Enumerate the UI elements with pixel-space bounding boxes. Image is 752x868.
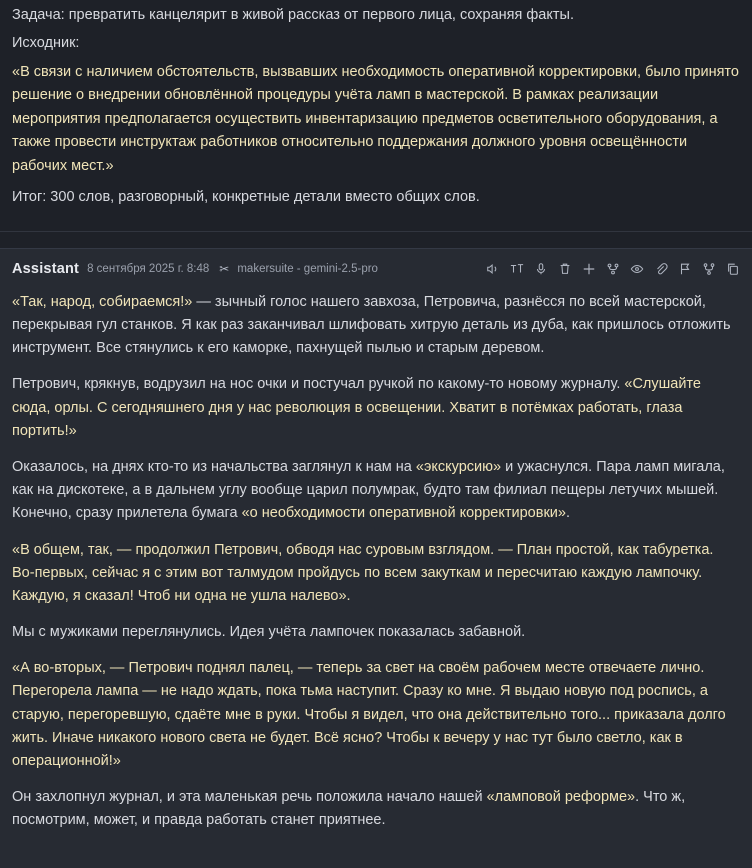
message-body [12, 291, 740, 833]
text-size-icon[interactable] [509, 261, 524, 276]
narration-text: — зычный голос нашего завхоза, Петровича, разнёсся по всей мастерской, перекрывая гул станков. Я как раз заканчивал шлифовать хитрую деталь из дуба, как пришлось отложить инструмент. Все стянулись к его каморке, пахнущей пылью и старым деревом. [12, 293, 731, 357]
fork-icon[interactable] [701, 261, 716, 276]
voice-icon[interactable] [485, 261, 500, 276]
message-paragraph [12, 621, 740, 644]
quoted-text: «А во-вторых, — Петрович поднял палец, — теперь за свет на своём рабочем месте отвечаете лично. Перегорела лампа — не надо ждать, пока тьма наступит. Сразу ко мне. Я выдаю новую под роспись, а старую, перегоревшую, сдаёте мне в руки. Чтобы я видел, что она действительно того... приказала долго жить. Иначе никакого нового света не будет. Всё ясно? Чтобы к вечеру у нас тут было светло, как в операционной!» [12, 660, 726, 770]
flag-icon[interactable] [677, 261, 692, 276]
narration-text: Оказалось, на днях кто-то из начальства заглянул к нам на [12, 458, 416, 475]
add-icon[interactable] [581, 261, 596, 276]
narration-text: . [565, 505, 570, 522]
narration-text: . Что ж, посмотрим, может, и правда работать станет приятнее. [12, 789, 686, 829]
message-toolbar [485, 261, 740, 276]
message-paragraph [12, 539, 740, 609]
message-role: Assistant [12, 260, 80, 277]
message-model: makersuite - gemini-2.5-pro [237, 262, 378, 275]
narration-text: Петрович, крякнув, водрузил на нос очки и постучал ручкой по какому-то новому журналу. [12, 376, 625, 393]
quoted-text: «ламповой реформе» [486, 789, 636, 806]
quoted-text: «Так, народ, собираемся!» [12, 293, 193, 310]
narration-text: и ужаснулся. Пара ламп мигала, как на дискотеке, а в дальнем углу вообще царил полумрак, будто там филиал пещеры летучих мышей. Конечно, сразу прилетела бумага [12, 458, 725, 522]
message-timestamp: 8 сентября 2025 г. 8:48 [87, 262, 210, 275]
narration-text: Он захлопнул журнал, и эта маленькая речь положила начало нашей [12, 789, 487, 806]
source-text: «В связи с наличием обстоятельств, вызвавших необходимость оперативной корректировки, было принято решение о внедрении обновлённой процедуры учёта ламп в мастерской. В рамках реализации мероприятия предполагается осуществить инвентаризацию предметов осветительного оборудования, а также провести инструктаж работников относительно поддержания должного уровня освещённости рабочих мест.» [12, 63, 739, 174]
source-label: Исходник: [12, 35, 80, 52]
quoted-text: «о необходимости оперативной корректировки» [241, 505, 566, 522]
message-paragraph [12, 373, 740, 443]
quoted-text: «экскурсию» [415, 458, 502, 475]
eye-icon[interactable] [629, 261, 644, 276]
scissors-icon: ✂ [219, 261, 230, 276]
narration-text: Мы с мужиками переглянулись. Идея учёта лампочек показалась забавной. [12, 624, 526, 641]
delete-icon[interactable] [557, 261, 572, 276]
copy-icon[interactable] [725, 261, 740, 276]
result-line: Итог: 300 слов, разговорный, конкретные детали вместо общих слов. [12, 189, 480, 206]
message-header [12, 259, 740, 279]
assistant-message [0, 248, 752, 868]
quoted-text: «Слушайте сюда, орлы. С сегодняшнего дня у нас революция в освещении. Хватит в потёмках работать, глаза портить!» [12, 376, 701, 439]
message-paragraph [12, 786, 740, 832]
message-paragraph [12, 456, 740, 526]
message-paragraph [12, 291, 740, 361]
message-gap [0, 232, 752, 248]
branch-icon[interactable] [605, 261, 620, 276]
attachment-icon[interactable] [653, 261, 668, 276]
task-line: Задача: превратить канцелярит в живой рассказ от первого лица, сохраняя факты. [12, 7, 574, 23]
quoted-text: «В общем, так, — продолжил Петрович, обводя нас суровым взглядом. — План простой, как табуретка. Во-первых, сейчас я с этим вот талмудом пройдусь по всем закуткам и пересчитаю каждую лампочку. Каждую, я сказал! Чтоб ни одна не ушла налево». [12, 541, 714, 604]
message-paragraph [12, 657, 740, 773]
user-prompt-block [0, 0, 752, 225]
microphone-icon[interactable] [533, 261, 548, 276]
